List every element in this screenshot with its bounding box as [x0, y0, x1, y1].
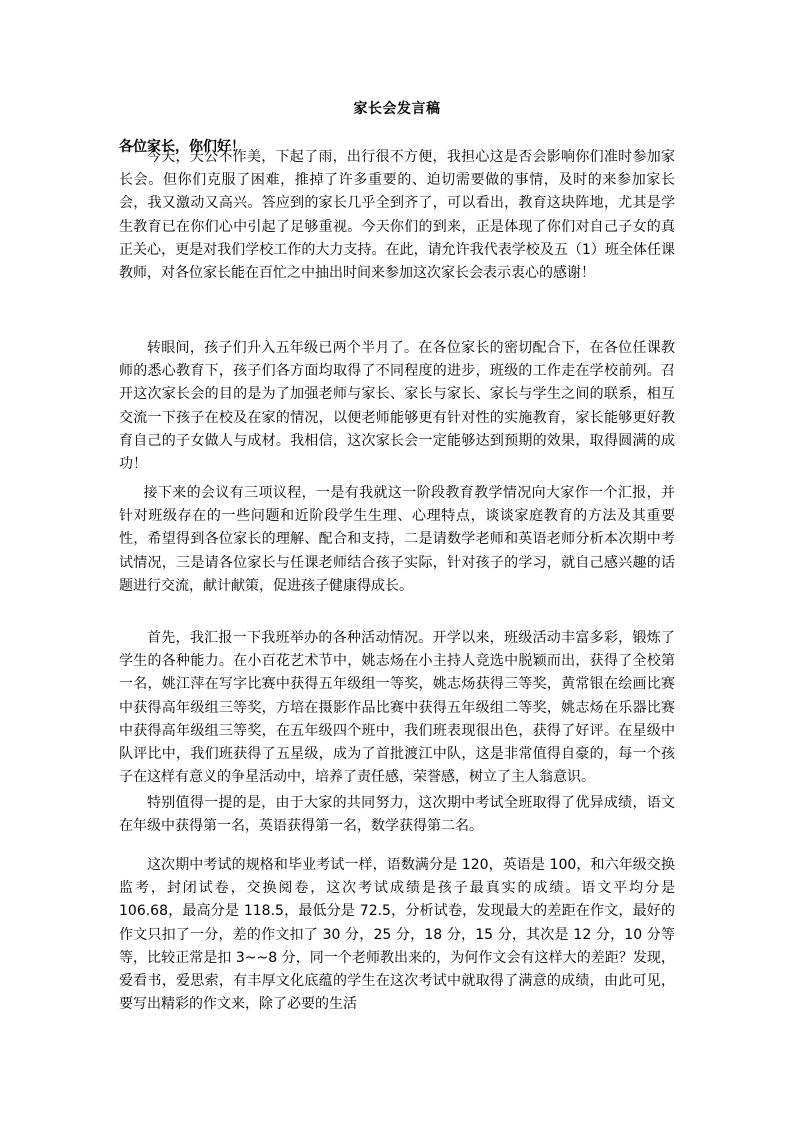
paragraph-1: 今天，天公不作美，下起了雨，出行很不方便，我担心这是否会影响你们准时参加家长会。但你们克服了困难，推掉了许多重要的、迫切需要做的事情，及时的来参加家长会，我又激动又高兴。答应到的家长几乎全到齐了，可以看出，教育这块阵地，尤其是学生教育已在你们心中引起了足够重视。今天你们的到来，正是体现了你们对自己子女的真正关心，更是对我们学校工作的大力支持。在此，请允许我代表学校及五（1）班全体任课教师，对各位家长能在百忙之中抽出时间来参加这次家长会表示衷心的感谢！ — [119, 149, 675, 282]
paragraph-5: 特别值得一提的是，由于大家的共同努力，这次期中考试全班取得了优异成绩，语文在年级中获得第一名，英语获得第一名，数学获得第二名。 — [119, 795, 675, 835]
document-title: 家长会发言稿 — [353, 101, 441, 117]
paragraph-6: 这次期中考试的规格和毕业考试一样，语数满分是 120，英语是 100，和六年级交换监考，封闭试卷，交换阅卷，这次考试成绩是孩子最真实的成绩。语文平均分是 106.68，最高分是 118.5，最低分是 72.5，分析试卷，发现最大的差距在作文，最好的作文只扣了一分，差的作文扣了 30 分，25 分，18 分，15 分，其次是 12 分，10 分等等，比较正常是扣 3~~8 分，同一个老师教出来的，为何作文会有这样大的差距？发现，爱看书，爱思索，有丰厚文化底蕴的学生在这次考试中就取得了满意的成绩，由此可见，要写出精彩的作文来，除了必要的生活 — [119, 857, 675, 1013]
greeting-line: 各位家长，你们好！ — [119, 139, 245, 155]
paragraph-4: 首先，我汇报一下我班举办的各种活动情况。开学以来，班级活动丰富多彩，锻炼了学生的各种能力。在小百花艺术节中，姚志炀在小主持人竞选中脱颖而出，获得了全校第一名，姚江萍在写字比赛中获得五年级组一等奖，姚志炀获得三等奖，黄常银在绘画比赛中获得高年级组三等奖，方培在摄影作品比赛中获得五年级组二等奖，姚志炀在乐器比赛中获得高年级组三等奖，在五年级四个班中，我们班表现很出色，获得了好评。在星级中队评比中，我们班获得了五星级，成为了首批渡江中队，这是非常值得自豪的，每一个孩子在这样有意义的争星活动中，培养了责任感，荣誉感，树立了主人翁意识。 — [119, 630, 675, 786]
paragraph-2: 转眼间，孩子们升入五年级已两个半月了。在各位家长的密切配合下，在各位任课教师的悉心教育下，孩子们各方面均取得了不同程度的进步，班级的工作走在学校前列。召开这次家长会的目的是为了加强老师与家长、家长与家长、家长与学生之间的联系，相互交流一下孩子在校及在家的情况，以便老师能够更有针对性的实施教育，家长能够更好教育自己的子女做人与成材。我相信，这次家长会一定能够达到预期的效果，取得圆满的成功！ — [119, 340, 675, 473]
paragraph-3: 接下来的会议有三项议程，一是有我就这一阶段教育教学情况向大家作一个汇报，并针对班级存在的一些问题和近阶段学生生理、心理特点，谈谈家庭教育的方法及其重要性，希望得到各位家长的理解、配合和支持，二是请数学老师和英语老师分析本次期中考试情况，三是请各位家长与任课老师结合孩子实际，针对孩子的学习，就自己感兴趣的话题进行交流，献计献策，促进孩子健康得成长。 — [119, 485, 675, 594]
